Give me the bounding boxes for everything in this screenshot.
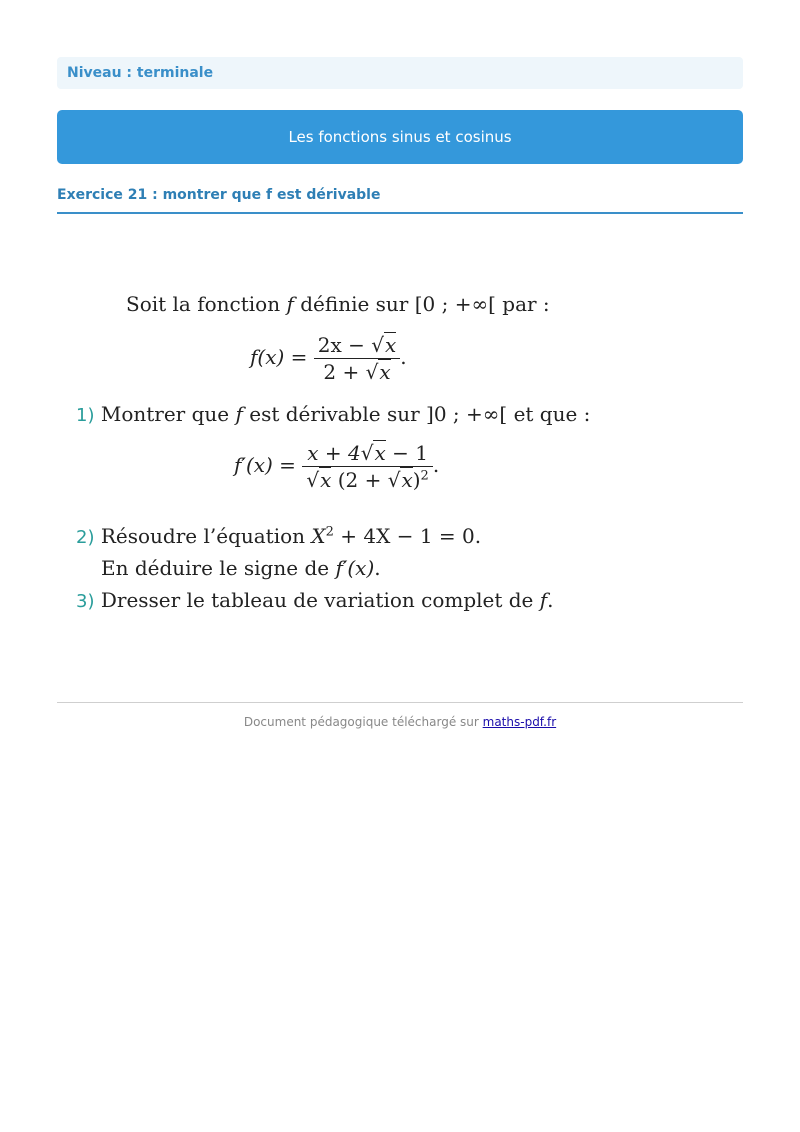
formula-f: f(x) = $\frac{2x - √x}{2 + √x}$ . — [250, 333, 407, 384]
level-banner — [57, 57, 743, 89]
formula-f-prime: f′(x) = $\frac{x + 4√x - 1}{√x (2 + √x)^2}$ . — [234, 441, 440, 492]
exercise-intro: Soit la fonction f définie sur [0 ; +∞[ par : — [126, 292, 550, 316]
question-1: 1) Montrer que f est dérivable sur ]0 ; +∞[ et que : — [76, 402, 591, 426]
chapter-title: Les fonctions sinus et cosinus — [288, 128, 512, 146]
footer-divider — [57, 702, 743, 703]
exercise-heading: Exercice 21 : montrer que f est dérivable — [57, 184, 743, 214]
footer-text: Document pédagogique téléchargé sur — [243, 715, 483, 729]
fraction: $\frac{x + 4√x - 1}{√x (2 + √x)^2}$ — [302, 440, 433, 493]
question-2: 2) Résoudre l’équation $X^2 + 4X - 1 = 0$. — [76, 524, 482, 548]
question-2-continued: En déduire le signe de f′(x). — [101, 556, 381, 580]
footer-link[interactable]: maths-pdf.fr — [482, 715, 557, 729]
fraction: $\frac{2x - √x}{2 + √x}$ — [314, 332, 401, 385]
question-3: 3) Dresser le tableau de variation complet de f. — [76, 588, 554, 612]
chapter-title-bar — [57, 110, 743, 164]
footer — [0, 715, 800, 729]
level-label: Niveau : terminale — [67, 65, 214, 81]
